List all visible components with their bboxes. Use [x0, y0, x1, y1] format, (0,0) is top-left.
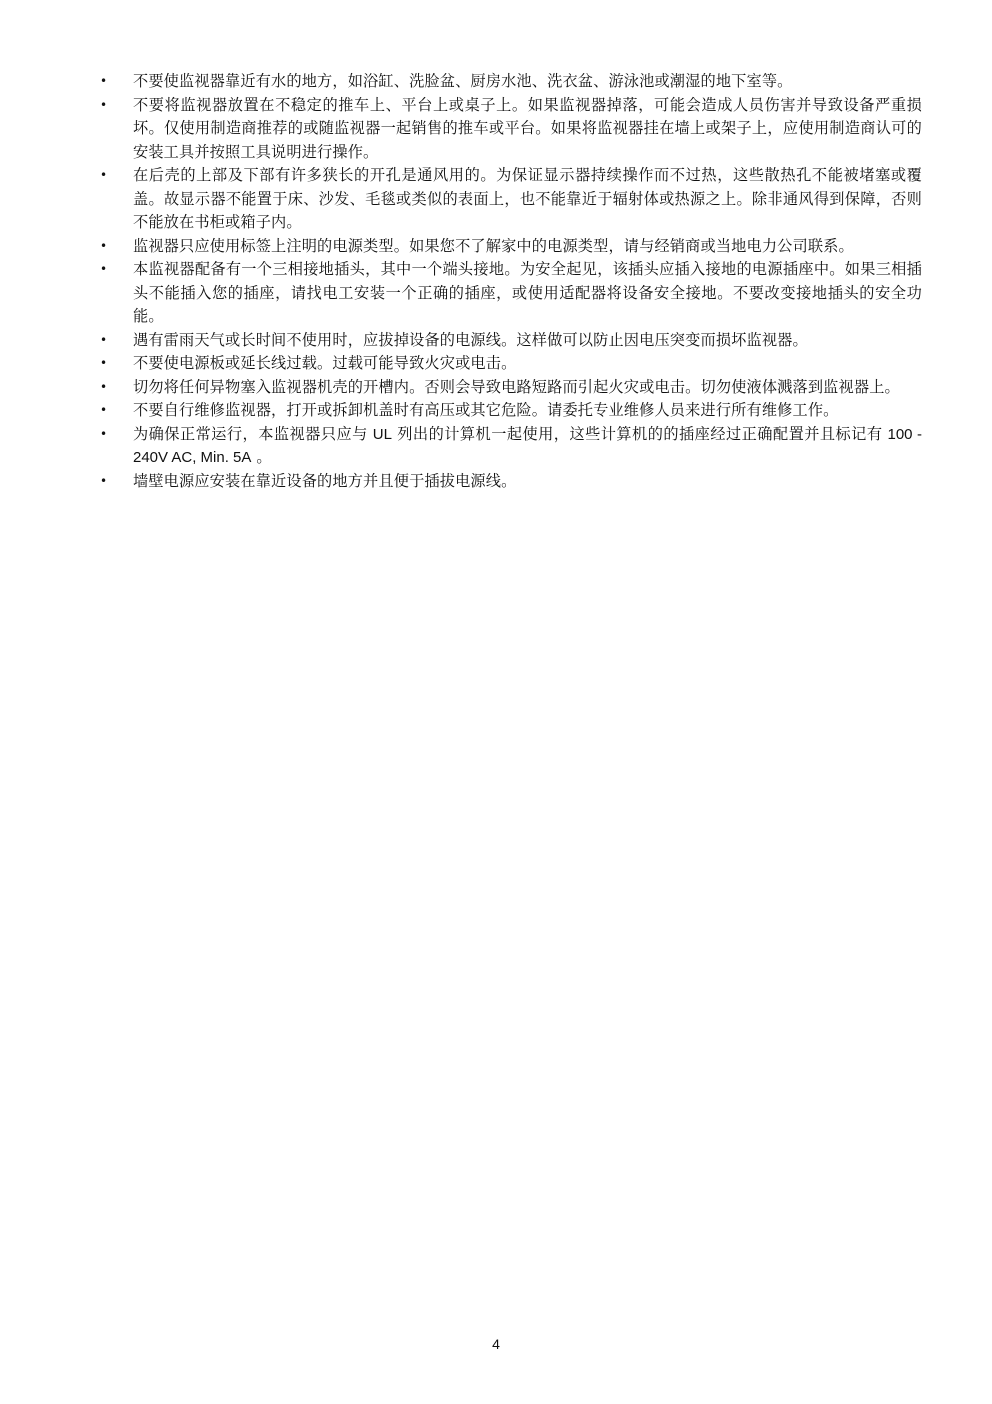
- list-item-text: 不要使监视器靠近有水的地方，如浴缸、洗脸盆、厨房水池、洗衣盆、游泳池或潮湿的地下室等。: [133, 72, 793, 90]
- list-item: [100, 70, 922, 94]
- list-item: [100, 329, 922, 353]
- list-item: [100, 235, 922, 259]
- list-item: [100, 352, 922, 376]
- ul-text-part1: 为确保正常运行，本监视器只应与: [133, 424, 368, 443]
- bullet-icon: •: [100, 473, 108, 488]
- list-item-text: 本监视器配备有一个三相接地插头，其中一个端头接地。为安全起见，该插头应插入接地的电源插座中。如果三相插头不能插入您的插座，请找电工安装一个正确的插座，或使用适配器将设备安全接地。不要改变接地插头的安全功能。: [133, 260, 922, 325]
- safety-instructions-list: [100, 70, 922, 493]
- ul-text-part2: 列出的计算机一起使用，这些计算机的的插座经过正确配置并且标记有: [396, 424, 883, 443]
- list-item-text: 墙壁电源应安装在靠近设备的地方并且便于插拔电源线。: [133, 471, 517, 490]
- list-item-text: 不要将监视器放置在不稳定的推车上、平台上或桌子上。如果监视器掉落，可能会造成人员伤害并导致设备严重损坏。仅使用制造商推荐的或随监视器一起销售的推车或平台。如果将监视器挂在墙上或架子上，应使用制造商认可的安装工具并按照工具说明进行操作。: [133, 95, 922, 161]
- list-item: [100, 376, 922, 400]
- list-item-text: [133, 423, 922, 470]
- bullet-icon: •: [100, 403, 108, 417]
- list-item-text: 切勿将任何异物塞入监视器机壳的开槽内。否则会导致电路短路而引起火灾或电击。切勿使液体溅落到监视器上。: [133, 377, 900, 396]
- list-item: [100, 399, 922, 423]
- ul-text-end: 。: [256, 448, 272, 466]
- bullet-icon: •: [100, 238, 108, 253]
- list-item-text: 监视器只应使用标签上注明的电源类型。如果您不了解家中的电源类型，请与经销商或当地电力公司联系。: [133, 236, 854, 255]
- list-item: [100, 94, 922, 165]
- bullet-icon: •: [100, 168, 108, 182]
- list-item: [100, 470, 922, 494]
- bullet-icon: •: [100, 426, 108, 441]
- list-item-text: 遇有雷雨天气或长时间不使用时，应拔掉设备的电源线。这样做可以防止因电压突变而损坏监视器。: [133, 330, 808, 349]
- bullet-icon: •: [100, 97, 108, 112]
- bullet-icon: •: [100, 379, 108, 394]
- page-number: 4: [492, 1336, 500, 1352]
- list-item-text: 不要使电源板或延长线过载。过载可能导致火灾或电击。: [133, 354, 517, 372]
- ul-mark: UL: [372, 425, 392, 443]
- list-item: [100, 164, 922, 235]
- power-rating: 100 - 240V AC, Min. 5A: [133, 425, 922, 466]
- bullet-icon: •: [100, 262, 108, 276]
- list-item: [100, 258, 922, 329]
- list-item-ul-certification: [100, 423, 922, 470]
- list-item-text: 在后壳的上部及下部有许多狭长的开孔是通风用的。为保证显示器持续操作而不过热，这些散热孔不能被堵塞或覆盖。故显示器不能置于床、沙发、毛毯或类似的表面上，也不能靠近于辐射体或热源之上。除非通风得到保障，否则不能放在书柜或箱子内。: [133, 166, 922, 231]
- bullet-icon: •: [100, 74, 108, 88]
- list-item-text: 不要自行维修监视器，打开或拆卸机盖时有高压或其它危险。请委托专业维修人员来进行所有维修工作。: [133, 401, 839, 419]
- bullet-icon: •: [100, 356, 108, 370]
- bullet-icon: •: [100, 332, 108, 347]
